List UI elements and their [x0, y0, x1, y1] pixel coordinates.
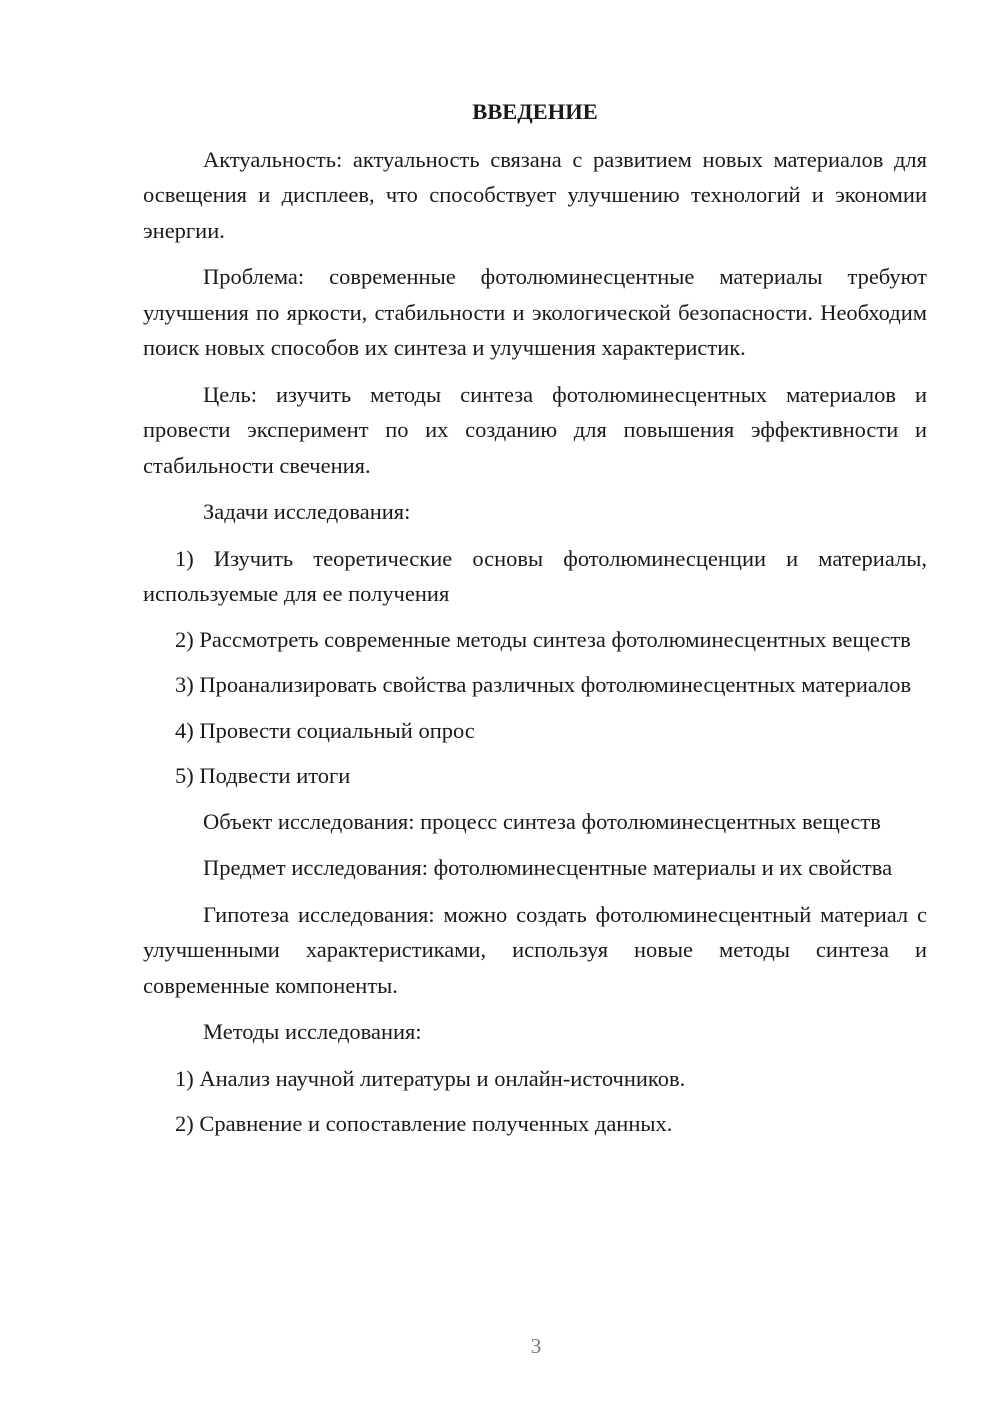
methods-heading: Методы исследования: [203, 1019, 422, 1044]
page-content [143, 94, 927, 1152]
goal-paragraph: Цель: изучить методы синтеза фотолюминесцентных материалов и провести эксперимент по их созданию для повышения эффективности и стабильности свечения. [143, 381, 927, 478]
page-number: 3 [530, 1334, 542, 1358]
task-item: 4) Провести социальный опрос [175, 717, 475, 743]
relevance-paragraph: Актуальность: актуальность связана с развитием новых материалов для освещения и дисплеев, что способствует улучшению технологий и экономии энергии. [143, 146, 927, 243]
task-item: 1) Изучить теоретические основы фотолюминесценции и материалы, используемые для ее получения [143, 545, 927, 606]
task-item: 3) Проанализировать свойства различных фотолюминесцентных материалов [175, 672, 912, 697]
task-item: 5) Подвести итоги [175, 763, 351, 788]
tasks-heading: Задачи исследования: [203, 499, 411, 524]
task-item: 2) Рассмотреть современные методы синтеза фотолюминесцентных веществ [175, 626, 911, 652]
subject-paragraph: Предмет исследования: фотолюминесцентные материалы и их свойства [203, 855, 893, 880]
problem-paragraph: Проблема: современные фотолюминесцентные материалы требуют улучшения по яркости, стабильности и экологической безопасности. Необходим поиск новых способов их синтеза и улучшения характеристик. [143, 264, 927, 360]
method-item: 1) Анализ научной литературы и онлайн-источников. [175, 1065, 686, 1091]
section-title: ВВЕДЕНИЕ [472, 99, 598, 124]
hypothesis-paragraph: Гипотеза исследования: можно создать фотолюминесцентный материал с улучшенными характеристиками, используя новые методы синтеза и современные компоненты. [143, 901, 927, 998]
method-item: 2) Сравнение и сопоставление полученных данных. [175, 1111, 673, 1136]
object-paragraph: Объект исследования: процесс синтеза фотолюминесцентных веществ [203, 808, 881, 834]
